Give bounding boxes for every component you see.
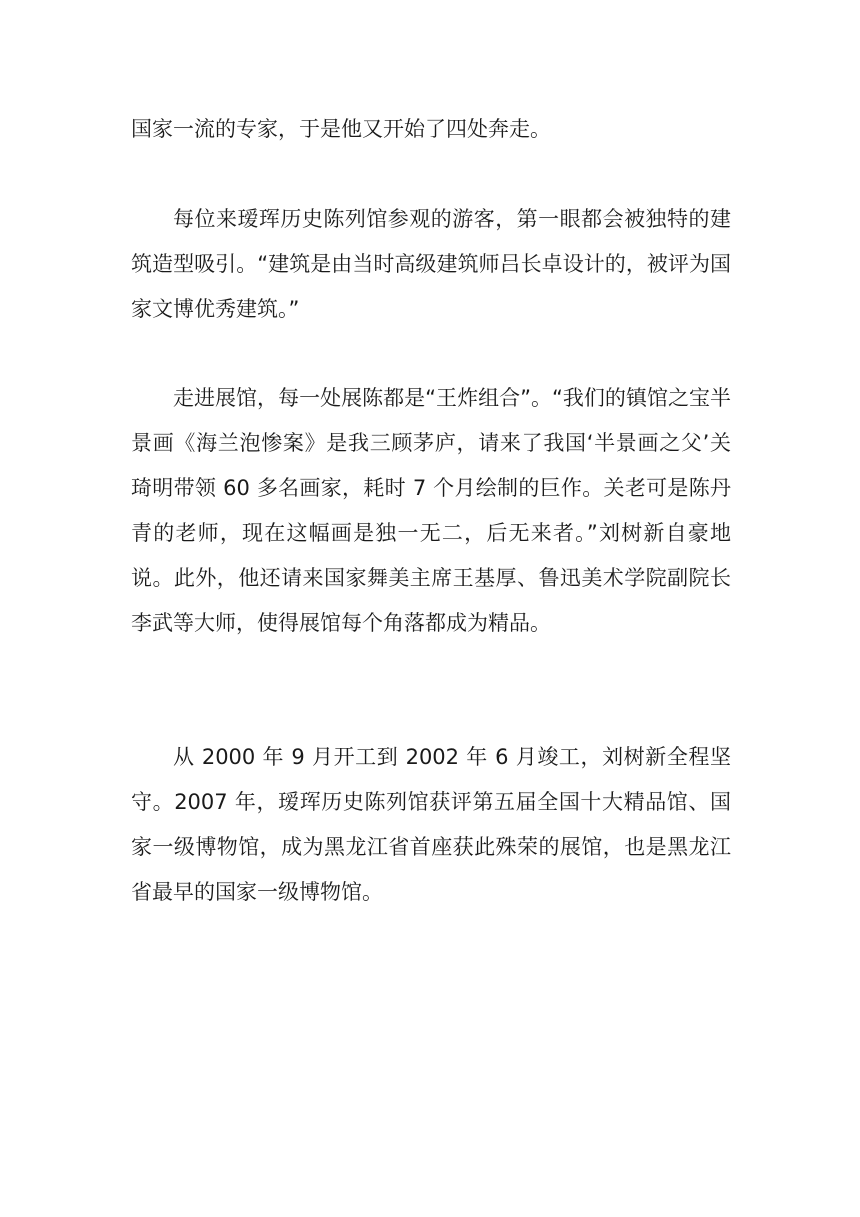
paragraph-text: 每位来瑷珲历史陈列馆参观的游客，第一眼都会被独特的建筑造型吸引。“建筑是由当时高级建筑师吕长卓设计的，被评为国家文博优秀建筑。” [131,207,731,321]
paragraph-text: 从 2000 年 9 月开工到 2002 年 6 月竣工，刘树新全程坚守。2007 年，瑷珲历史陈列馆获评第五届全国十大精品馆、国家一级博物馆，成为黑龙江省首座获此殊荣的展馆，也是黑龙江省最早的国家一级博物馆。 [131,745,731,904]
paragraph-construction [131,735,731,915]
paragraph-text: 走进展馆，每一处展陈都是“王炸组合”。“我们的镇馆之宝半景画《海兰泡惨案》是我三顾茅庐，请来了我国‘半景画之父’关琦明带领 60 多名画家，耗时 7 个月绘制的巨作。关老可是陈丹青的老师，现在这幅画是独一无二，后无来者。”刘树新自豪地说。此外，他还请来国家舞美主席王基厚、鲁迅美术学院副院长李武等大师，使得展馆每个角落都成为精品。 [131,386,731,635]
paragraph-continuation [131,107,731,152]
paragraph-text: 国家一流的专家，于是他又开始了四处奔走。 [131,117,551,141]
paragraph-exhibits [131,376,731,646]
paragraph-architecture [131,197,731,332]
